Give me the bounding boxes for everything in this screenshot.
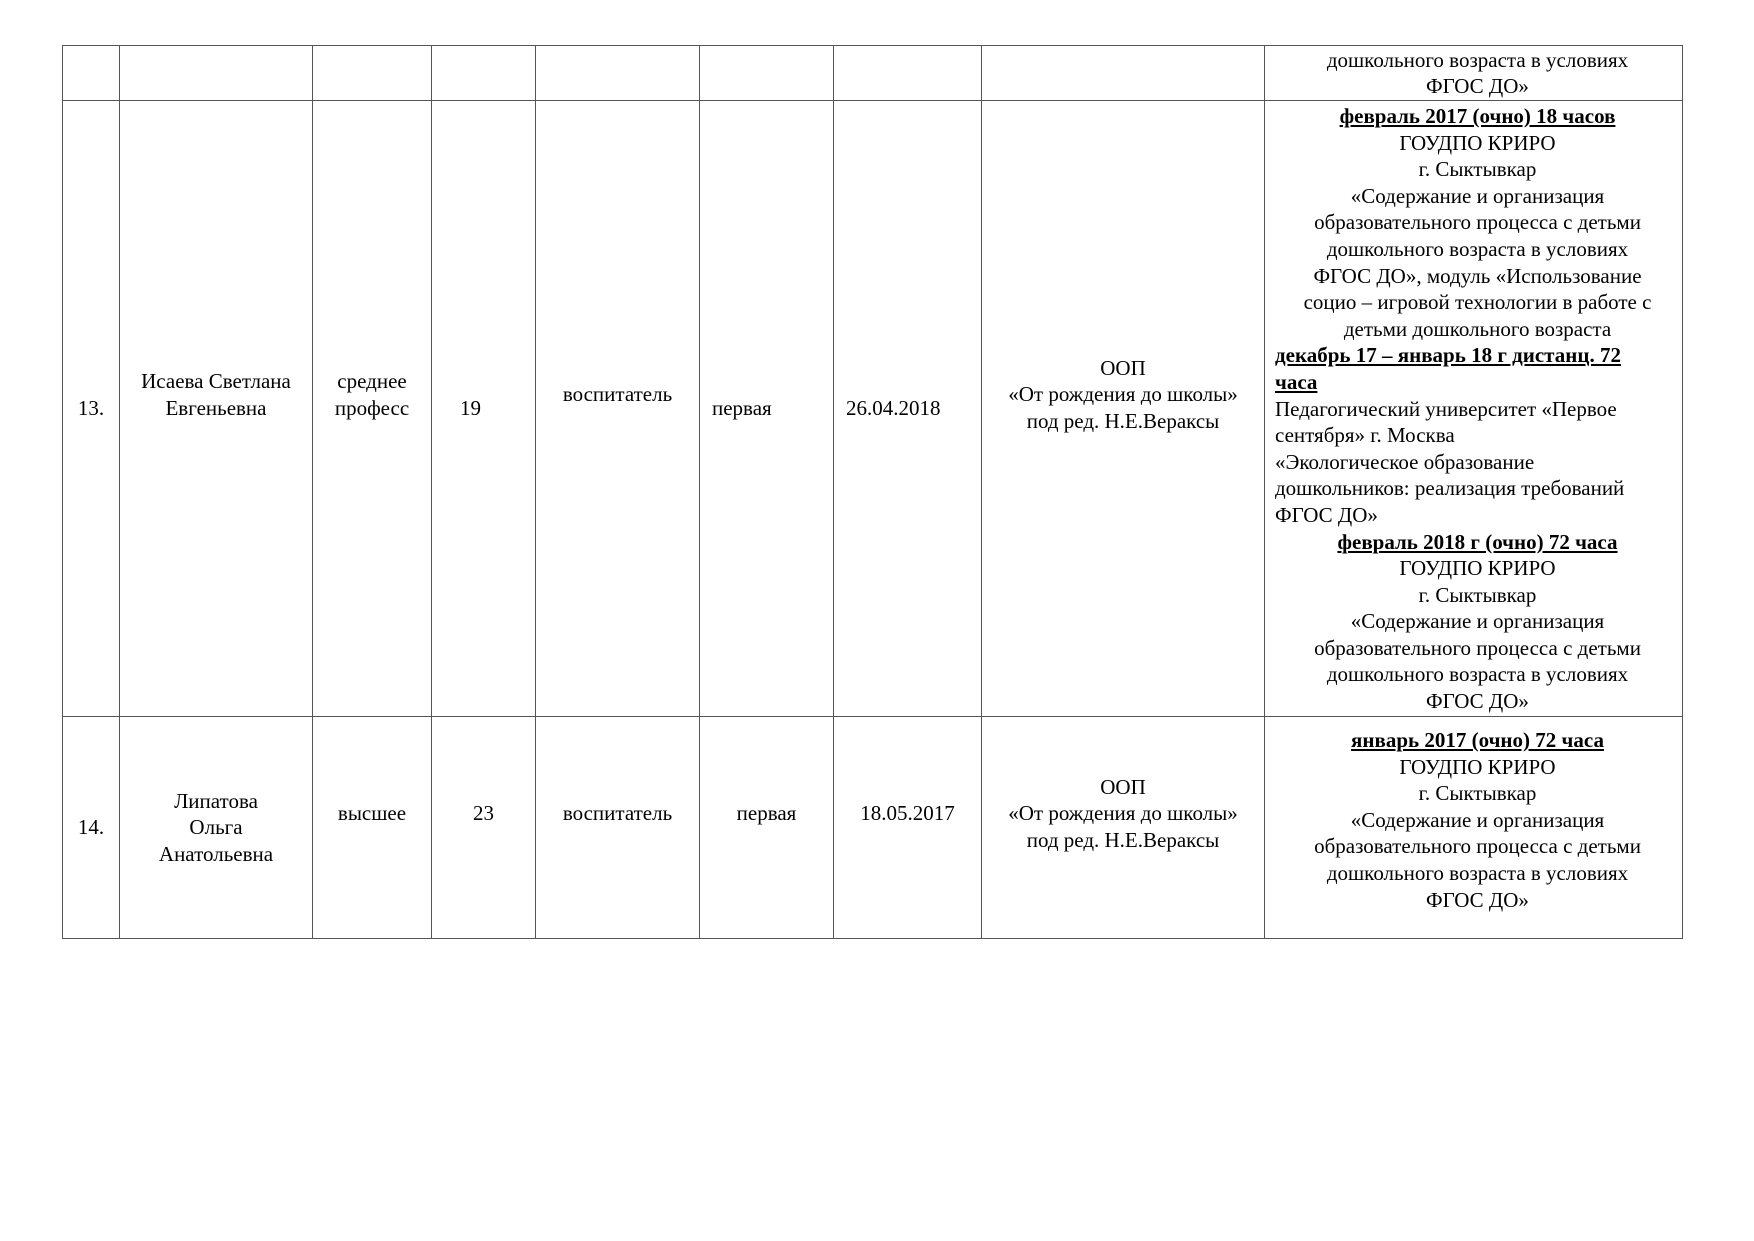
training-line: образовательного процесса с детьми [1314, 834, 1641, 859]
training-line: г. Сыктывкар [1418, 157, 1537, 182]
training-heading: январь 2017 (очно) 72 часа [1351, 728, 1604, 752]
cell-number: 14. [63, 717, 120, 939]
training-heading: декабрь 17 – январь 18 г дистанц. 72 [1275, 343, 1621, 368]
education-text: высшее [337, 801, 407, 826]
table-row [63, 101, 1683, 717]
cell-position [536, 101, 700, 717]
program-line: ООП [1100, 774, 1146, 799]
name-line: Липатова [174, 788, 258, 813]
program-line: ООП [1100, 355, 1146, 380]
cell-category [700, 717, 834, 939]
training-heading: часа [1275, 369, 1318, 394]
training-line: образовательного процесса с детьми [1314, 210, 1641, 235]
training-line: сентября» г. Москва [1275, 423, 1455, 448]
cell-education [313, 46, 432, 101]
position-text: воспитатель [562, 382, 673, 407]
cell-experience [432, 46, 536, 101]
cell-program [982, 101, 1265, 717]
training-heading: февраль 2018 г (очно) 72 часа [1337, 529, 1618, 554]
cell-experience: 19 [432, 101, 536, 717]
cell-training [1265, 717, 1683, 939]
cell-program [982, 46, 1265, 101]
staff-table [62, 45, 1683, 939]
training-line: Педагогический университет «Первое [1275, 396, 1617, 421]
cell-name [120, 101, 313, 717]
cell-date: 26.04.2018 [834, 101, 982, 717]
training-line: образовательного процесса с детьми [1314, 635, 1641, 660]
program-line: «От рождения до школы» [1008, 801, 1238, 826]
table-row-continued [63, 46, 1683, 101]
training-line: ФГОС ДО», модуль «Использование [1313, 263, 1642, 288]
education-line: среднее [337, 368, 407, 393]
training-line: ГОУДПО КРИРО [1399, 754, 1556, 779]
cell-education [313, 717, 432, 939]
training-line: ФГОС ДО» [1426, 74, 1529, 99]
training-line: «Содержание и организация [1350, 807, 1605, 832]
training-line: «Содержание и организация [1350, 609, 1605, 634]
cell-training [1265, 101, 1683, 717]
training-line: г. Сыктывкар [1418, 582, 1537, 607]
training-line: дошкольного возраста в условиях [1326, 236, 1629, 261]
name-line: Анатольевна [158, 841, 274, 866]
training-line: ФГОС ДО» [1426, 887, 1529, 912]
name-line: Евгеньевна [165, 395, 267, 420]
training-heading: февраль 2017 (очно) 18 часов [1339, 104, 1616, 128]
training-line: ФГОС ДО» [1426, 689, 1529, 714]
education-line: професс [334, 395, 410, 420]
training-line: детьми дошкольного возраста [1343, 316, 1612, 341]
name-line: Ольга [189, 815, 243, 840]
training-line: дошкольного возраста в условиях [1326, 860, 1629, 885]
cell-name [120, 717, 313, 939]
cell-name [120, 46, 313, 101]
table-row [63, 717, 1683, 939]
program-line: под ред. Н.Е.Вераксы [1026, 827, 1220, 852]
cell-date [834, 46, 982, 101]
cell-program [982, 717, 1265, 939]
program-line: под ред. Н.Е.Вераксы [1026, 408, 1220, 433]
cell-position [536, 46, 700, 101]
training-line: ФГОС ДО» [1275, 502, 1378, 527]
name-line: Исаева Светлана [141, 368, 291, 393]
training-line: ГОУДПО КРИРО [1399, 556, 1556, 581]
program-line: «От рождения до школы» [1008, 382, 1238, 407]
cell-number [63, 46, 120, 101]
training-line: ГОУДПО КРИРО [1399, 130, 1556, 155]
cell-date [834, 717, 982, 939]
cell-number: 13. [63, 101, 120, 717]
cell-training [1265, 46, 1683, 101]
training-line: дошкольников: реализация требований [1275, 476, 1625, 501]
cell-position [536, 717, 700, 939]
training-line: г. Сыктывкар [1418, 781, 1537, 806]
cell-experience [432, 717, 536, 939]
training-line: социо – игровой технологии в работе с [1303, 290, 1652, 315]
experience-text: 23 [473, 801, 494, 826]
position-text: воспитатель [562, 801, 673, 826]
training-line: «Экологическое образование [1275, 449, 1535, 474]
cell-category: первая [700, 101, 834, 717]
cell-category [700, 46, 834, 101]
training-line: дошкольного возраста в условиях [1326, 47, 1629, 72]
cell-education [313, 101, 432, 717]
training-line: дошкольного возраста в условиях [1326, 662, 1629, 687]
date-text: 18.05.2017 [860, 801, 955, 826]
training-line: «Содержание и организация [1350, 183, 1605, 208]
category-text: первая [736, 801, 797, 826]
